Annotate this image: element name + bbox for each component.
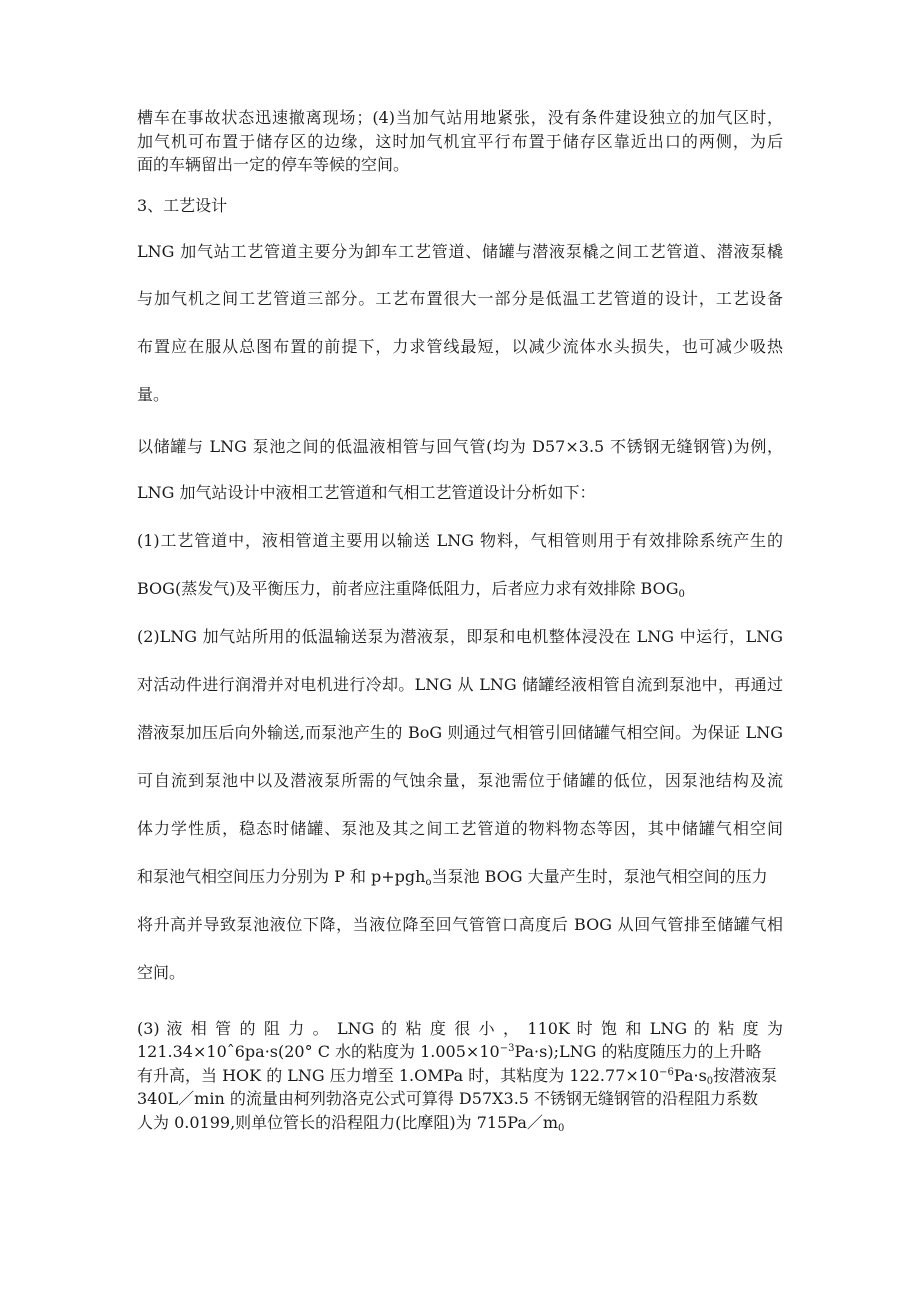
text-run: Pa·s	[673, 1066, 707, 1085]
text-run: 按潜液泵	[713, 1066, 778, 1085]
text-line: 对活动件进行润滑并对电机进行冷却。LNG 从 LNG 储罐经液相管自流到泵池中，再通过	[137, 675, 783, 694]
text-line	[137, 1041, 761, 1063]
text-line: LNG 加气站工艺管道主要分为卸车工艺管道、储罐与潜液泵橇之间工艺管道、潜液泵橇	[137, 242, 783, 261]
text-run: Pa·s);LNG 的粘度随压力的上升略	[514, 1042, 762, 1061]
text-line: 量。	[137, 385, 170, 404]
text-run: 当泵池 BOG 大量产生时，泵池气相空间的压力	[431, 867, 768, 886]
text-line: 与加气机之间工艺管道三部分。工艺布置很大一部分是低温工艺管道的设计，工艺设备	[137, 289, 783, 308]
text-run: 人为 0.0199,则单位管长的沿程阻力(比摩阻)为 715Pa／m	[137, 1113, 559, 1132]
text-line: 面的车辆留出一定的停车等候的空间。	[137, 155, 410, 174]
subscript: 0	[558, 1123, 565, 1134]
subscript: 0	[706, 1076, 714, 1087]
text-line: (1)工艺管道中，液相管道主要用以输送 LNG 物料，气相管则用于有效排除系统产生的	[137, 531, 783, 550]
text-line	[137, 1112, 564, 1134]
subscript: o	[425, 877, 432, 888]
text-line: 空间。	[137, 963, 186, 982]
text-line: 340L／min 的流量由柯列勃洛克公式可算得 D57X3.5 不锈钢无缝钢管的沿程阻力系数	[137, 1089, 759, 1108]
text-line: 以储罐与 LNG 泵池之间的低温液相管与回气管(均为 D57×3.5 不锈钢无缝钢管)为例，	[137, 437, 783, 456]
text-run: 有升高，当 HOK 的 LNG 压力增至 1.OMPa 时，其粘度为 122.77×10	[137, 1066, 660, 1085]
text-line: 可自流到泵池中以及潜液泵所需的气蚀余量，泵池需位于储罐的低位，因泵池结构及流	[137, 771, 783, 790]
text-line: 布置应在服从总图布置的前提下，力求管线最短，以减少流体水头损失，也可减少吸热	[137, 337, 783, 356]
text-line: 槽车在事故状态迅速撤离现场；(4)当加气站用地紧张，没有条件建设独立的加气区时，	[137, 108, 783, 127]
text-line: (3) 液 相 管 的 阻 力 。 LNG 的 粘 度 很 小 ， 110K 时 饱 和 LNG 的 粘 度 为	[137, 1019, 783, 1038]
text-run: BOG(蒸发气)及平衡压力，前者应注重降低阻力，后者应力求有效排除 BOG	[137, 579, 679, 598]
text-run: 121.34×10ˆ6pa·s(20° C 水的粘度为 1.005×10	[137, 1042, 500, 1061]
text-line: (2)LNG 加气站所用的低温输送泵为潜液泵，即泵和电机整体浸没在 LNG 中运行，LNG	[137, 627, 783, 646]
text-line: 加气机可布置于储存区的边缘，这时加气机宜平行布置于储存区靠近出口的两侧，为后	[137, 132, 783, 151]
text-line	[137, 578, 685, 600]
text-line: 将升高并导致泵池液位下降，当液位降至回气管管口高度后 BOG 从回气管排至储罐气相	[137, 915, 783, 934]
subscript: 0	[678, 589, 685, 600]
text-line: 潜液泵加压后向外输送,而泵池产生的 BoG 则通过气相管引回储罐气相空间。为保证 LNG	[137, 723, 783, 742]
section-heading: 3、工艺设计	[137, 196, 228, 215]
text-line	[137, 1065, 777, 1087]
text-line	[137, 866, 768, 888]
superscript: −6	[659, 1067, 674, 1078]
text-run: 和泵池气相空间压力分别为 P 和 p+pgh	[137, 867, 426, 886]
text-line: 体力学性质，稳态时储罐、泵池及其之间工艺管道的物料物态等因，其中储罐气相空间	[137, 819, 783, 838]
text-line: LNG 加气站设计中液相工艺管道和气相工艺管道设计分析如下：	[137, 483, 596, 502]
superscript: −3	[499, 1043, 515, 1054]
